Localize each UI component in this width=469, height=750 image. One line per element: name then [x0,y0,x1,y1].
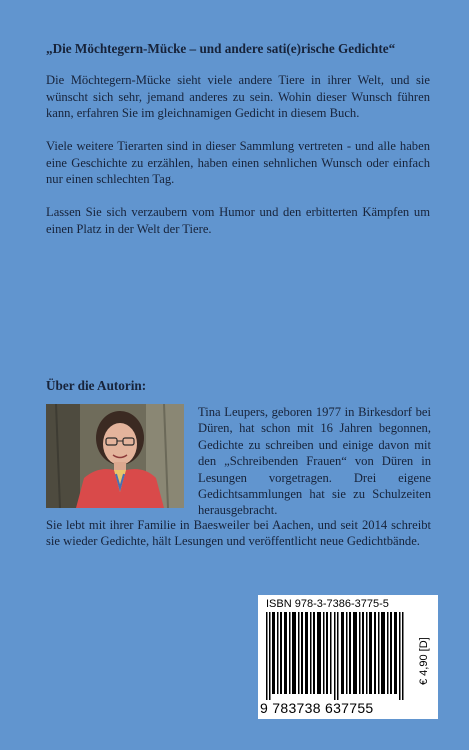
author-bio-part-2: Sie lebt mit ihrer Familie in Baesweiler bei Aachen, und seit 2014 schreibt sie wieder Gedichte, hält Lesungen und veröffentlicht neue Gedichtbände. [46,518,431,549]
author-photo [46,404,184,508]
book-blurb-title: „Die Möchtegern-Mücke – und andere sati(e)rische Gedichte“ [46,41,396,56]
author-bio-part-1: Tina Leupers, geboren 1977 in Birkesdorf bei Düren, hat schon mit 16 Jahren begonnen, Gedichte zu schreiben und einige davon mit den „Schreibenden Frauen“ von Düren in Lesungen vorgetragen. Drei eigene Gedichtsammlungen hat sie zu Schulzeiten herausgebracht. [198,405,431,518]
price-label: € 4,90 [D] [418,637,430,685]
barcode-bars [264,612,414,700]
isbn-number: ISBN 978-3-7386-3775-5 [266,598,389,610]
blurb-paragraph-1: Die Möchtegern-Mücke sieht viele andere Tiere in ihrer Welt, und sie wünscht sich sehr, jemand anderes zu sein. Wohin dieser Wunsch führen kann, erfahren Sie im gleichnamigen Gedicht in diesem Buch. [46,73,430,120]
blurb-paragraph-2: Viele weitere Tierarten sind in dieser Sammlung vertreten - und alle haben eine Geschichte zu erzählen, haben einen sehnlichen Wunsch oder einfach nur einen schlechten Tag. [46,139,430,186]
blurb-paragraph-3: Lassen Sie sich verzaubern vom Humor und den erbitterten Kämpfen um einen Platz in der Welt der Tiere. [46,205,430,236]
isbn-barcode-label [258,595,438,719]
ean-digits: 9 783738 637755 [260,700,374,716]
about-author-heading: Über die Autorin: [46,378,147,393]
